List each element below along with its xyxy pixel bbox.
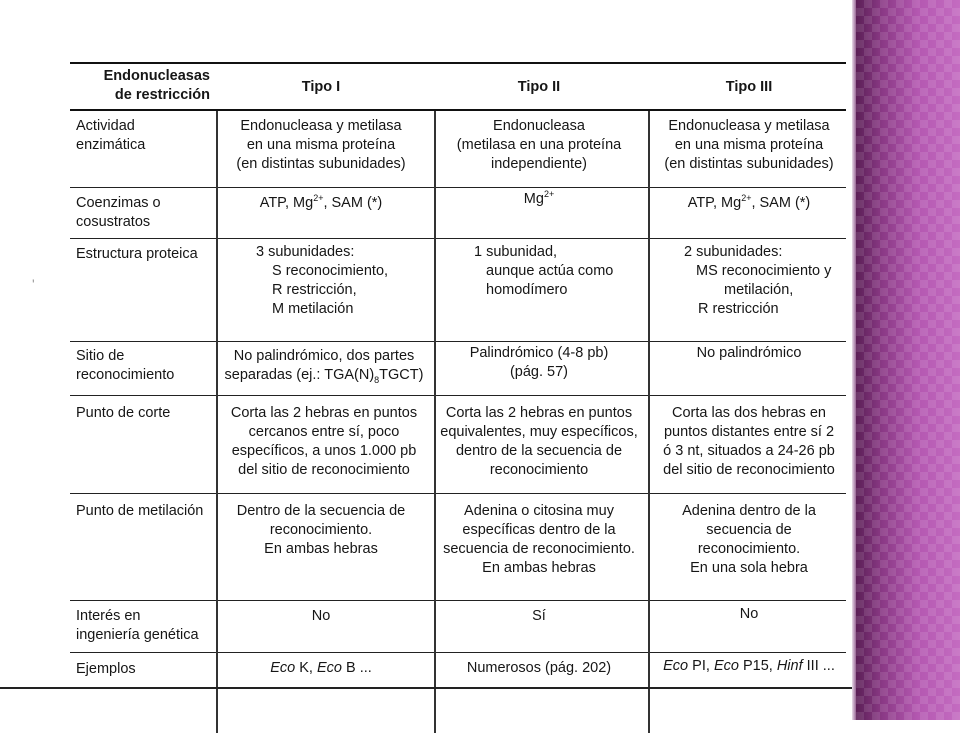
cell-line: R restricción: [698, 301, 779, 317]
cell-line: Endonucleasa: [493, 118, 585, 134]
cell-tipo-2: [436, 502, 642, 578]
row-label: [76, 660, 214, 679]
cell-text: PI,: [688, 658, 714, 674]
cell-text: TGCT): [379, 367, 424, 383]
cell-text: , SAM (*): [323, 195, 383, 211]
cell-line: Adenina dentro de la: [682, 503, 816, 519]
table-row: [70, 494, 846, 601]
cell-line: específicos, a unos 1.000 pb: [231, 443, 417, 459]
cell-tipo-2: [436, 190, 642, 209]
cell-line: Corta las 2 hebras en puntos: [445, 405, 633, 421]
cell-line: Endonucleasa y metilasa: [668, 118, 830, 134]
row-label-line: Punto de corte: [76, 405, 171, 421]
cell-line: No palindrómico: [696, 345, 802, 361]
row-label-line: Punto de metilación: [76, 503, 204, 519]
cell-tipo-3: [684, 243, 878, 319]
cell-text: , SAM (*): [751, 195, 811, 211]
cell-line: específicas dentro de la: [462, 522, 616, 538]
row-label-line: Ejemplos: [76, 661, 136, 677]
cell-line: secuencia de: [706, 522, 792, 538]
cell-line: No palindrómico, dos partes: [233, 348, 415, 364]
cell-line: Endonucleasa y metilasa: [240, 118, 402, 134]
cell-line: del sitio de reconocimiento: [663, 462, 835, 478]
cell-text: ATP, Mg: [259, 195, 314, 211]
cell-line: (metilasa en una proteína: [456, 137, 622, 153]
row-label: [76, 194, 214, 232]
cell-text: B ...: [341, 660, 372, 676]
cell-line: equivalentes, muy específicos,: [440, 424, 638, 440]
row-label-line: Estructura proteica: [76, 246, 198, 262]
cell-line: del sitio de reconocimiento: [238, 462, 410, 478]
header-tipo-2: Tipo II: [517, 79, 561, 95]
cell-line: reconocimiento.: [697, 541, 801, 557]
italic-genus: Eco: [713, 658, 739, 674]
table-row: [70, 111, 846, 188]
cell-line: metilación,: [724, 282, 794, 298]
cell-line: homodímero: [486, 282, 568, 298]
cell-tipo-2: Sí: [532, 608, 546, 624]
cell-text: III ...: [802, 658, 835, 674]
header-col0: [76, 67, 210, 105]
row-label-line: Coenzimas o: [76, 195, 161, 211]
table-row: [70, 653, 846, 689]
cell-line: en una misma proteína: [246, 137, 396, 153]
cell-text: ATP, Mg: [687, 195, 742, 211]
cell-tipo-2: [436, 117, 642, 174]
superscript: 2+: [543, 189, 555, 200]
cell-line: dentro de la secuencia de: [455, 443, 623, 459]
table-row: [70, 601, 846, 653]
cell-line: ó 3 nt, situados a 24-26 pb: [663, 443, 835, 459]
cell-tipo-1: [256, 243, 462, 319]
cell-tipo-1: [218, 404, 430, 480]
cell-line: En una sola hebra: [690, 560, 808, 576]
cell-line: 1 subunidad,: [474, 244, 558, 260]
cell-tipo-3: [652, 502, 846, 578]
cell-line: R restricción,: [272, 282, 357, 298]
cell-tipo-3: [652, 117, 846, 174]
row-label-line: reconocimiento: [76, 367, 175, 383]
row-label-line: cosustratos: [76, 214, 151, 230]
cell-line: (en distintas subunidades): [236, 156, 406, 172]
cell-tipo-1: [218, 659, 424, 678]
scan-speck: ': [32, 276, 35, 292]
cell-line: Corta las 2 hebras en puntos: [230, 405, 418, 421]
row-label-line: Interés en: [76, 608, 141, 624]
cell-text: separadas (ej.: TGA(N): [224, 367, 375, 383]
table-row: [70, 188, 846, 239]
row-label-line: ingeniería genética: [76, 627, 199, 643]
cell-tipo-1: No: [311, 608, 331, 624]
row-label: [76, 245, 214, 264]
cell-line: [218, 366, 430, 385]
column-divider: [434, 111, 436, 733]
cell-text: P15,: [738, 658, 777, 674]
cell-line: M metilación: [272, 301, 354, 317]
subscript: 8: [374, 374, 380, 385]
cell-tipo-2: [436, 344, 642, 382]
column-divider: [216, 111, 218, 733]
cell-text: K,: [295, 660, 317, 676]
cell-text: Mg: [523, 191, 544, 207]
cell-tipo-1: [218, 194, 424, 213]
cell-line: En ambas hebras: [264, 541, 378, 557]
cell-line: secuencia de reconocimiento.: [443, 541, 635, 557]
cell-line: aunque actúa como: [486, 263, 614, 279]
cell-tipo-3: [652, 404, 846, 480]
cell-line: Corta las dos hebras en: [672, 405, 826, 421]
decorative-sidebar: [856, 0, 960, 720]
cell-tipo-2: Numerosos (pág. 202): [466, 660, 612, 676]
cell-tipo-3: No: [739, 606, 759, 622]
cell-line: reconocimiento.: [269, 522, 373, 538]
table-row: [70, 396, 846, 494]
italic-genus: Eco: [270, 660, 296, 676]
cell-tipo-3: [652, 344, 846, 363]
cell-line: (pág. 57): [509, 364, 569, 380]
superscript: 2+: [313, 193, 324, 204]
cell-line: S reconocimiento,: [272, 263, 389, 279]
row-label: [76, 117, 214, 155]
cell-tipo-3: [652, 657, 846, 676]
cell-line: (en distintas subunidades): [664, 156, 834, 172]
header-col0-line2: de restricción: [114, 87, 210, 103]
restriction-enzymes-table: [70, 62, 846, 689]
table-row: [70, 239, 846, 342]
cell-tipo-1: [218, 502, 424, 559]
superscript: 2+: [741, 193, 752, 204]
italic-genus: Hinf: [776, 658, 803, 674]
table-header-row: [70, 64, 846, 111]
cell-tipo-2: [436, 404, 642, 480]
column-divider: [648, 111, 650, 733]
row-label: [76, 404, 214, 423]
cell-line: En ambas hebras: [482, 560, 596, 576]
cell-line: en una misma proteína: [674, 137, 824, 153]
italic-genus: Eco: [663, 658, 689, 674]
table-row: [70, 342, 846, 396]
cell-line: cercanos entre sí, poco: [248, 424, 400, 440]
cell-line: independiente): [491, 156, 587, 172]
cell-line: Palindrómico (4-8 pb): [469, 345, 609, 361]
bottom-divider: [0, 687, 858, 689]
cell-line: 3 subunidades:: [256, 244, 355, 260]
row-label-line: enzimática: [76, 137, 146, 153]
header-tipo-1: Tipo I: [301, 79, 341, 95]
row-label: [76, 347, 214, 385]
cell-line: reconocimiento: [489, 462, 589, 478]
row-label: [76, 607, 214, 645]
row-label-line: Actividad: [76, 118, 135, 134]
row-label: [76, 502, 214, 521]
cell-line: MS reconocimiento y: [696, 263, 832, 279]
cell-line: 2 subunidades:: [684, 244, 783, 260]
italic-genus: Eco: [316, 660, 342, 676]
cell-tipo-1: [218, 347, 430, 385]
row-label-line: Sitio de: [76, 348, 125, 364]
cell-line: puntos distantes entre sí 2: [663, 424, 835, 440]
header-col0-line1: Endonucleasas: [103, 68, 210, 84]
cell-tipo-1: [218, 117, 424, 174]
cell-tipo-3: [652, 194, 846, 213]
header-tipo-3: Tipo III: [725, 79, 773, 95]
cell-line: Adenina o citosina muy: [464, 503, 614, 519]
cell-line: Dentro de la secuencia de: [236, 503, 406, 519]
